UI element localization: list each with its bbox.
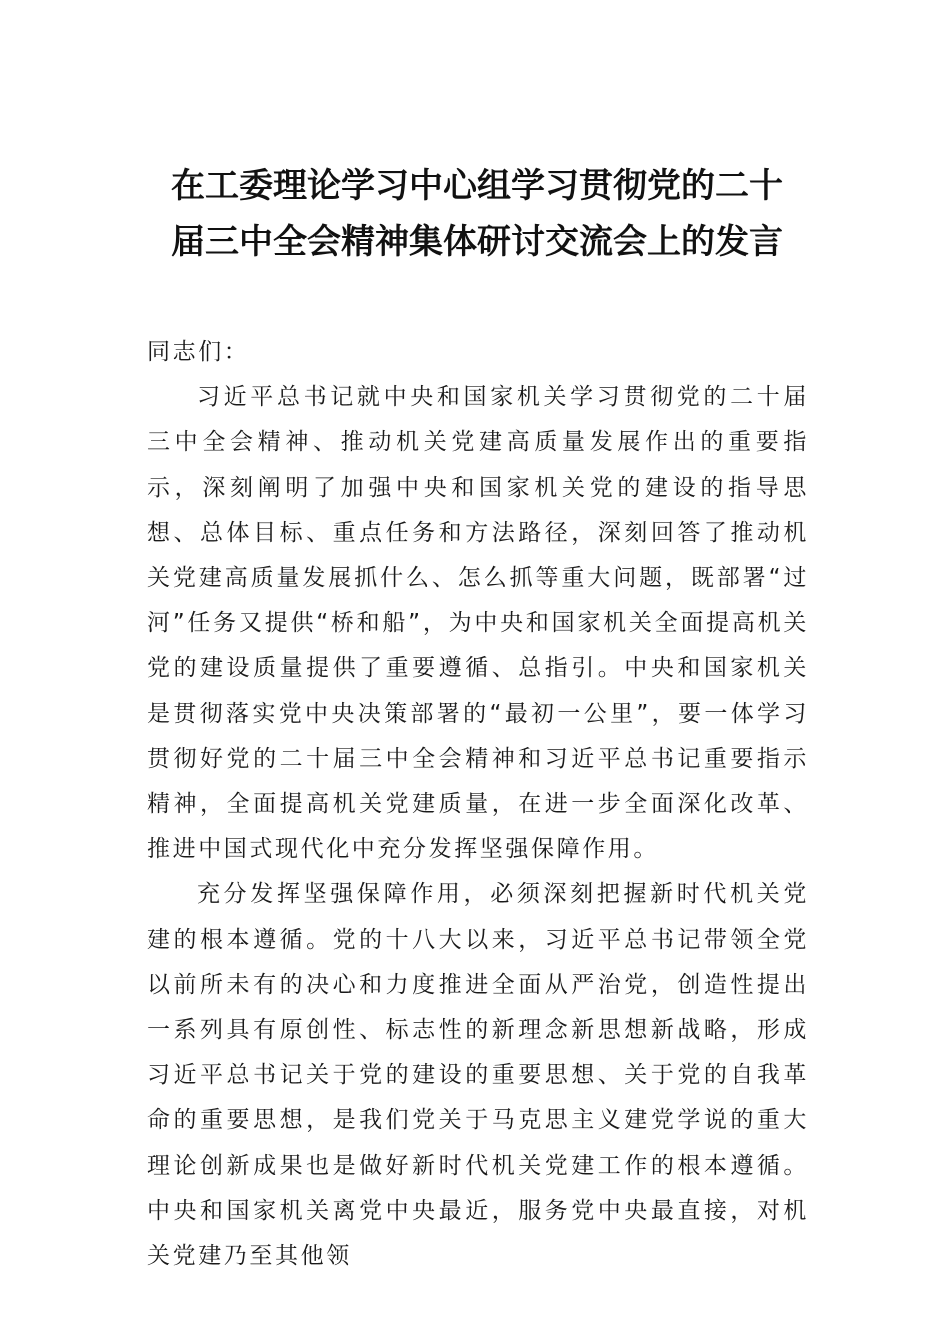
salutation: 同志们： — [147, 339, 250, 365]
document-body — [147, 330, 809, 1279]
title-line-2: 届三中全会精神集体研讨交流会上的发言 — [171, 222, 783, 262]
document-title — [147, 158, 807, 270]
paragraph-2: 充分发挥坚强保障作用，必须深刻把握新时代机关党建的根本遵循。党的十八大以来，习近平总书记带领全党以前所未有的决心和力度推进全面从严治党，创造性提出一系列具有原创性、标志性的新理念新思想新战略，形成习近平总书记关于党的建设的重要思想、关于党的自我革命的重要思想，是我们党关于马克思主义建党学说的重大理论创新成果也是做好新时代机关党建工作的根本遵循。中央和国家机关离党中央最近，服务党中央最直接，对机关党建乃至其他领 — [147, 881, 809, 1270]
paragraph-1: 习近平总书记就中央和国家机关学习贯彻党的二十届三中全会精神、推动机关党建高质量发展作出的重要指示，深刻阐明了加强中央和国家机关党的建设的指导思想、总体目标、重点任务和方法路径，深刻回答了推动机关党建高质量发展抓什么、怎么抓等重大问题，既部署“过河”任务又提供“桥和船”，为中央和国家机关全面提高机关党的建设质量提供了重要遵循、总指引。中央和国家机关是贯彻落实党中央决策部署的“最初一公里”，要一体学习贯彻好党的二十届三中全会精神和习近平总书记重要指示精神，全面提高机关党建质量，在进一步全面深化改革、推进中国式现代化中充分发挥坚强保障作用。 — [147, 384, 809, 863]
title-line-1: 在工委理论学习中心组学习贯彻党的二十 — [171, 166, 783, 206]
